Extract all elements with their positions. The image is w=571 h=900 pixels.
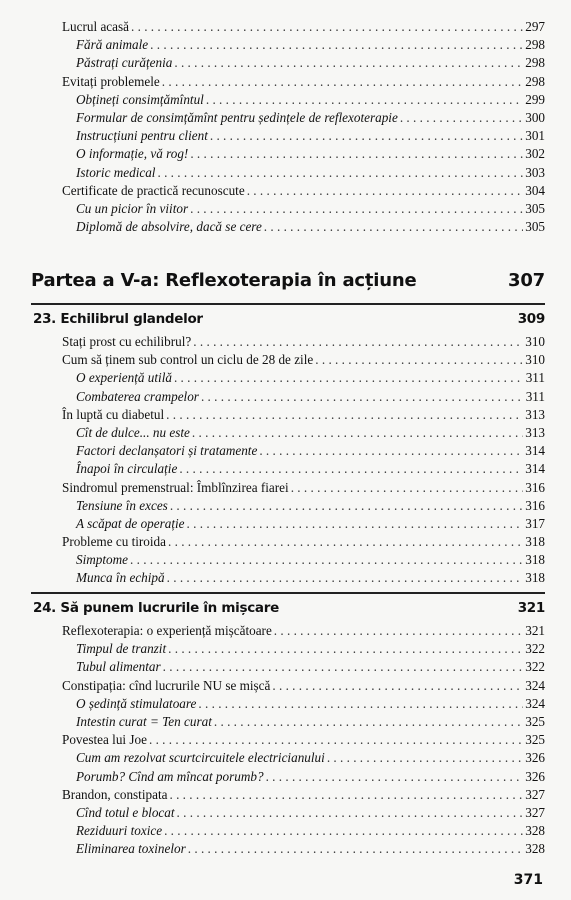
toc-entry-page: 324 [525, 677, 545, 693]
toc-entry-title: Instrucțiuni pentru client [76, 128, 208, 144]
dot-leader [247, 182, 524, 200]
toc-entry-page: 298 [525, 37, 545, 53]
dot-leader [168, 533, 523, 551]
chapter23-page: 309 [517, 311, 545, 327]
toc-entry-page: 310 [525, 334, 545, 349]
toc-entry-title: Diplomă de absolvire, dacă se cere [76, 219, 262, 235]
toc-entry [58, 109, 545, 127]
toc-entry-title: Certificate de practică recunoscute [62, 182, 245, 198]
dot-leader [167, 569, 524, 587]
toc-entry [58, 369, 545, 387]
dot-leader [214, 713, 523, 731]
toc-entry [58, 658, 545, 676]
dot-leader [266, 768, 524, 786]
dot-leader [188, 840, 523, 858]
toc-entry-title: Porumb? Cînd am mîncat porumb? [76, 768, 264, 784]
toc-entry-title: Constipația: cînd lucrurile NU se mișcă [62, 677, 271, 693]
toc-entry-page: 305 [525, 200, 545, 216]
toc-entry-title: O informație, vă rog! [76, 146, 189, 162]
toc-entry [58, 91, 545, 109]
toc-entry [58, 36, 545, 54]
dot-leader [315, 351, 523, 369]
toc-entry-title: Combaterea crampelor [76, 388, 199, 404]
toc-entry-title: Păstrați curățenia [76, 55, 173, 71]
dot-leader [264, 218, 523, 236]
toc-section-chapter23 [58, 333, 545, 588]
toc-entry-page: 304 [525, 182, 545, 198]
toc-entry [58, 54, 545, 72]
toc-entry [58, 218, 545, 236]
toc-entry [58, 351, 545, 369]
dot-leader [130, 551, 523, 569]
toc-entry-page: 328 [525, 823, 545, 839]
toc-entry-page: 305 [525, 219, 545, 235]
toc-entry [58, 479, 545, 497]
chapter24-title: 24. Să punem lucrurile în mișcare [33, 600, 279, 616]
toc-entry-title: Probleme cu tiroida [62, 534, 167, 550]
toc-entry [58, 695, 545, 713]
toc-entry [58, 442, 545, 460]
toc-entry-title: O experiență utilă [76, 370, 172, 386]
toc-entry-title: Cu un picior în viitor [76, 200, 189, 216]
toc-entry-title: Istoric medical [76, 164, 156, 180]
toc-entry [58, 749, 545, 767]
dot-leader [179, 460, 523, 478]
toc-entry-page: 324 [525, 695, 545, 711]
dot-leader [169, 786, 523, 804]
dot-leader [400, 109, 523, 127]
toc-entry-page: 321 [525, 623, 545, 638]
toc-entry-page: 298 [525, 73, 545, 89]
toc-entry-title: A scăpat de operație [76, 515, 185, 531]
toc-entry [58, 200, 545, 218]
dot-leader [274, 622, 523, 640]
toc-entry [58, 164, 545, 182]
toc-entry [58, 622, 545, 640]
toc-entry-page: 326 [525, 750, 545, 766]
toc-entry-page: 317 [525, 515, 545, 531]
part-title: Partea a V-a: Reflexoterapia în acțiune [31, 270, 417, 291]
toc-entry [58, 515, 545, 533]
toc-entry-title: Cît de dulce... nu este [76, 424, 190, 440]
dot-leader [150, 36, 523, 54]
dot-leader [166, 406, 523, 424]
toc-entry-title: Munca în echipă [76, 570, 165, 586]
toc-entry-page: 318 [525, 552, 545, 568]
toc-entry-title: Stați prost cu echilibrul? [62, 334, 192, 349]
toc-entry [58, 731, 545, 749]
toc-entry-title: Povestea lui Joe [62, 732, 147, 748]
toc-entry [58, 406, 545, 424]
toc-entry [58, 677, 545, 695]
dot-leader [157, 164, 523, 182]
chapter23-heading [33, 311, 545, 327]
toc-entry [58, 18, 545, 36]
toc-entry-title: Eliminarea toxinelor [76, 841, 186, 857]
part-heading [31, 270, 545, 291]
toc-entry-page: 313 [525, 406, 545, 422]
toc-entry [58, 388, 545, 406]
toc-entry-page: 303 [525, 164, 545, 180]
toc-entry-title: Reziduuri toxice [76, 823, 163, 839]
dot-leader [198, 695, 523, 713]
toc-entry [58, 640, 545, 658]
toc-entry [58, 804, 545, 822]
toc-entry-page: 327 [525, 804, 545, 820]
toc-entry-page: 318 [525, 570, 545, 586]
toc-entry-title: Tensiune în exces [76, 497, 168, 513]
dot-leader [174, 369, 524, 387]
dot-leader [201, 388, 524, 406]
toc-entry-title: Reflexoterapia: o experiență mișcătoare [62, 623, 272, 638]
toc-entry [58, 497, 545, 515]
toc-entry [58, 127, 545, 145]
dot-leader [192, 424, 523, 442]
part-page: 307 [508, 270, 545, 291]
dot-leader [177, 804, 524, 822]
toc-entry-page: 318 [525, 534, 545, 550]
toc-entry-page: 325 [525, 713, 545, 729]
toc-entry-title: Sindromul premenstrual: Îmblînzirea fiarei [62, 479, 289, 495]
chapter24-rule [31, 592, 545, 594]
dot-leader [164, 822, 523, 840]
toc-entry-page: 328 [525, 841, 545, 857]
toc-section-top [58, 18, 545, 236]
dot-leader [170, 497, 523, 515]
toc-entry-page: 316 [525, 497, 545, 513]
toc-entry-page: 314 [525, 461, 545, 477]
dot-leader [131, 18, 523, 36]
toc-entry-title: Înapoi în circulație [76, 461, 178, 477]
dot-leader [193, 333, 523, 351]
toc-entry [58, 569, 545, 587]
toc-entry-page: 298 [525, 55, 545, 71]
page-number: 371 [513, 872, 543, 888]
toc-entry [58, 840, 545, 858]
toc-entry-page: 322 [525, 659, 545, 675]
toc-entry-title: Fără animale [76, 37, 149, 53]
toc-entry-title: Cum am rezolvat scurtcircuitele electricianului [76, 750, 325, 766]
toc-entry [58, 182, 545, 200]
toc-entry [58, 145, 545, 163]
dot-leader [291, 479, 524, 497]
toc-entry-page: 300 [525, 109, 545, 125]
toc-entry [58, 333, 545, 351]
toc-entry [58, 822, 545, 840]
toc-entry-page: 311 [525, 370, 545, 386]
toc-entry-title: Lucrul acasă [62, 19, 129, 34]
toc-entry-page: 299 [525, 91, 545, 107]
toc-entry-page: 310 [525, 352, 545, 368]
toc-entry [58, 460, 545, 478]
toc-entry-title: Evitați problemele [62, 73, 160, 89]
toc-entry-title: Factori declanșatori și tratamente [76, 443, 258, 459]
toc-entry-title: Intestin curat = Ten curat [76, 713, 212, 729]
toc-entry-page: 316 [525, 479, 545, 495]
toc-entry-title: Timpul de tranzit [76, 641, 167, 657]
toc-entry-page: 301 [525, 128, 545, 144]
toc-entry-title: Tubul alimentar [76, 659, 161, 675]
chapter24-page: 321 [517, 600, 545, 616]
toc-entry-page: 314 [525, 443, 545, 459]
dot-leader [259, 442, 523, 460]
toc-entry-title: O ședință stimulatoare [76, 695, 197, 711]
toc-entry [58, 73, 545, 91]
toc-entry-title: Cînd totul e blocat [76, 804, 175, 820]
dot-leader [162, 73, 523, 91]
toc-entry-page: 313 [525, 424, 545, 440]
toc-entry [58, 768, 545, 786]
dot-leader [272, 677, 523, 695]
toc-entry-page: 302 [525, 146, 545, 162]
chapter24-heading [33, 600, 545, 616]
toc-entry-page: 311 [525, 388, 545, 404]
chapter23-title: 23. Echilibrul glandelor [33, 311, 203, 327]
dot-leader [190, 200, 523, 218]
toc-entry-title: Brandon, constipata [62, 786, 168, 802]
toc-entry-page: 327 [525, 786, 545, 802]
toc-entry-title: Simptome [76, 552, 129, 568]
dot-leader [187, 515, 524, 533]
dot-leader [327, 749, 523, 767]
toc-entry-title: În luptă cu diabetul [62, 406, 165, 422]
toc-entry [58, 424, 545, 442]
dot-leader [163, 658, 524, 676]
dot-leader [174, 54, 523, 72]
dot-leader [190, 145, 523, 163]
toc-entry-title: Formular de consimțămînt pentru ședințele de reflexoterapie [76, 109, 398, 125]
toc-entry-title: Cum să ținem sub control un ciclu de 28 de zile [62, 352, 314, 368]
chapter23-rule [31, 303, 545, 305]
toc-entry [58, 533, 545, 551]
toc-entry-title: Obțineți consimțămîntul [76, 91, 204, 107]
toc-entry-page: 297 [525, 19, 545, 34]
dot-leader [149, 731, 523, 749]
toc-entry-page: 322 [525, 641, 545, 657]
toc-entry-page: 326 [525, 768, 545, 784]
dot-leader [210, 127, 523, 145]
toc-section-chapter24 [58, 622, 545, 858]
toc-entry [58, 713, 545, 731]
dot-leader [168, 640, 523, 658]
toc-entry [58, 551, 545, 569]
toc-entry [58, 786, 545, 804]
toc-entry-page: 325 [525, 732, 545, 748]
dot-leader [206, 91, 523, 109]
